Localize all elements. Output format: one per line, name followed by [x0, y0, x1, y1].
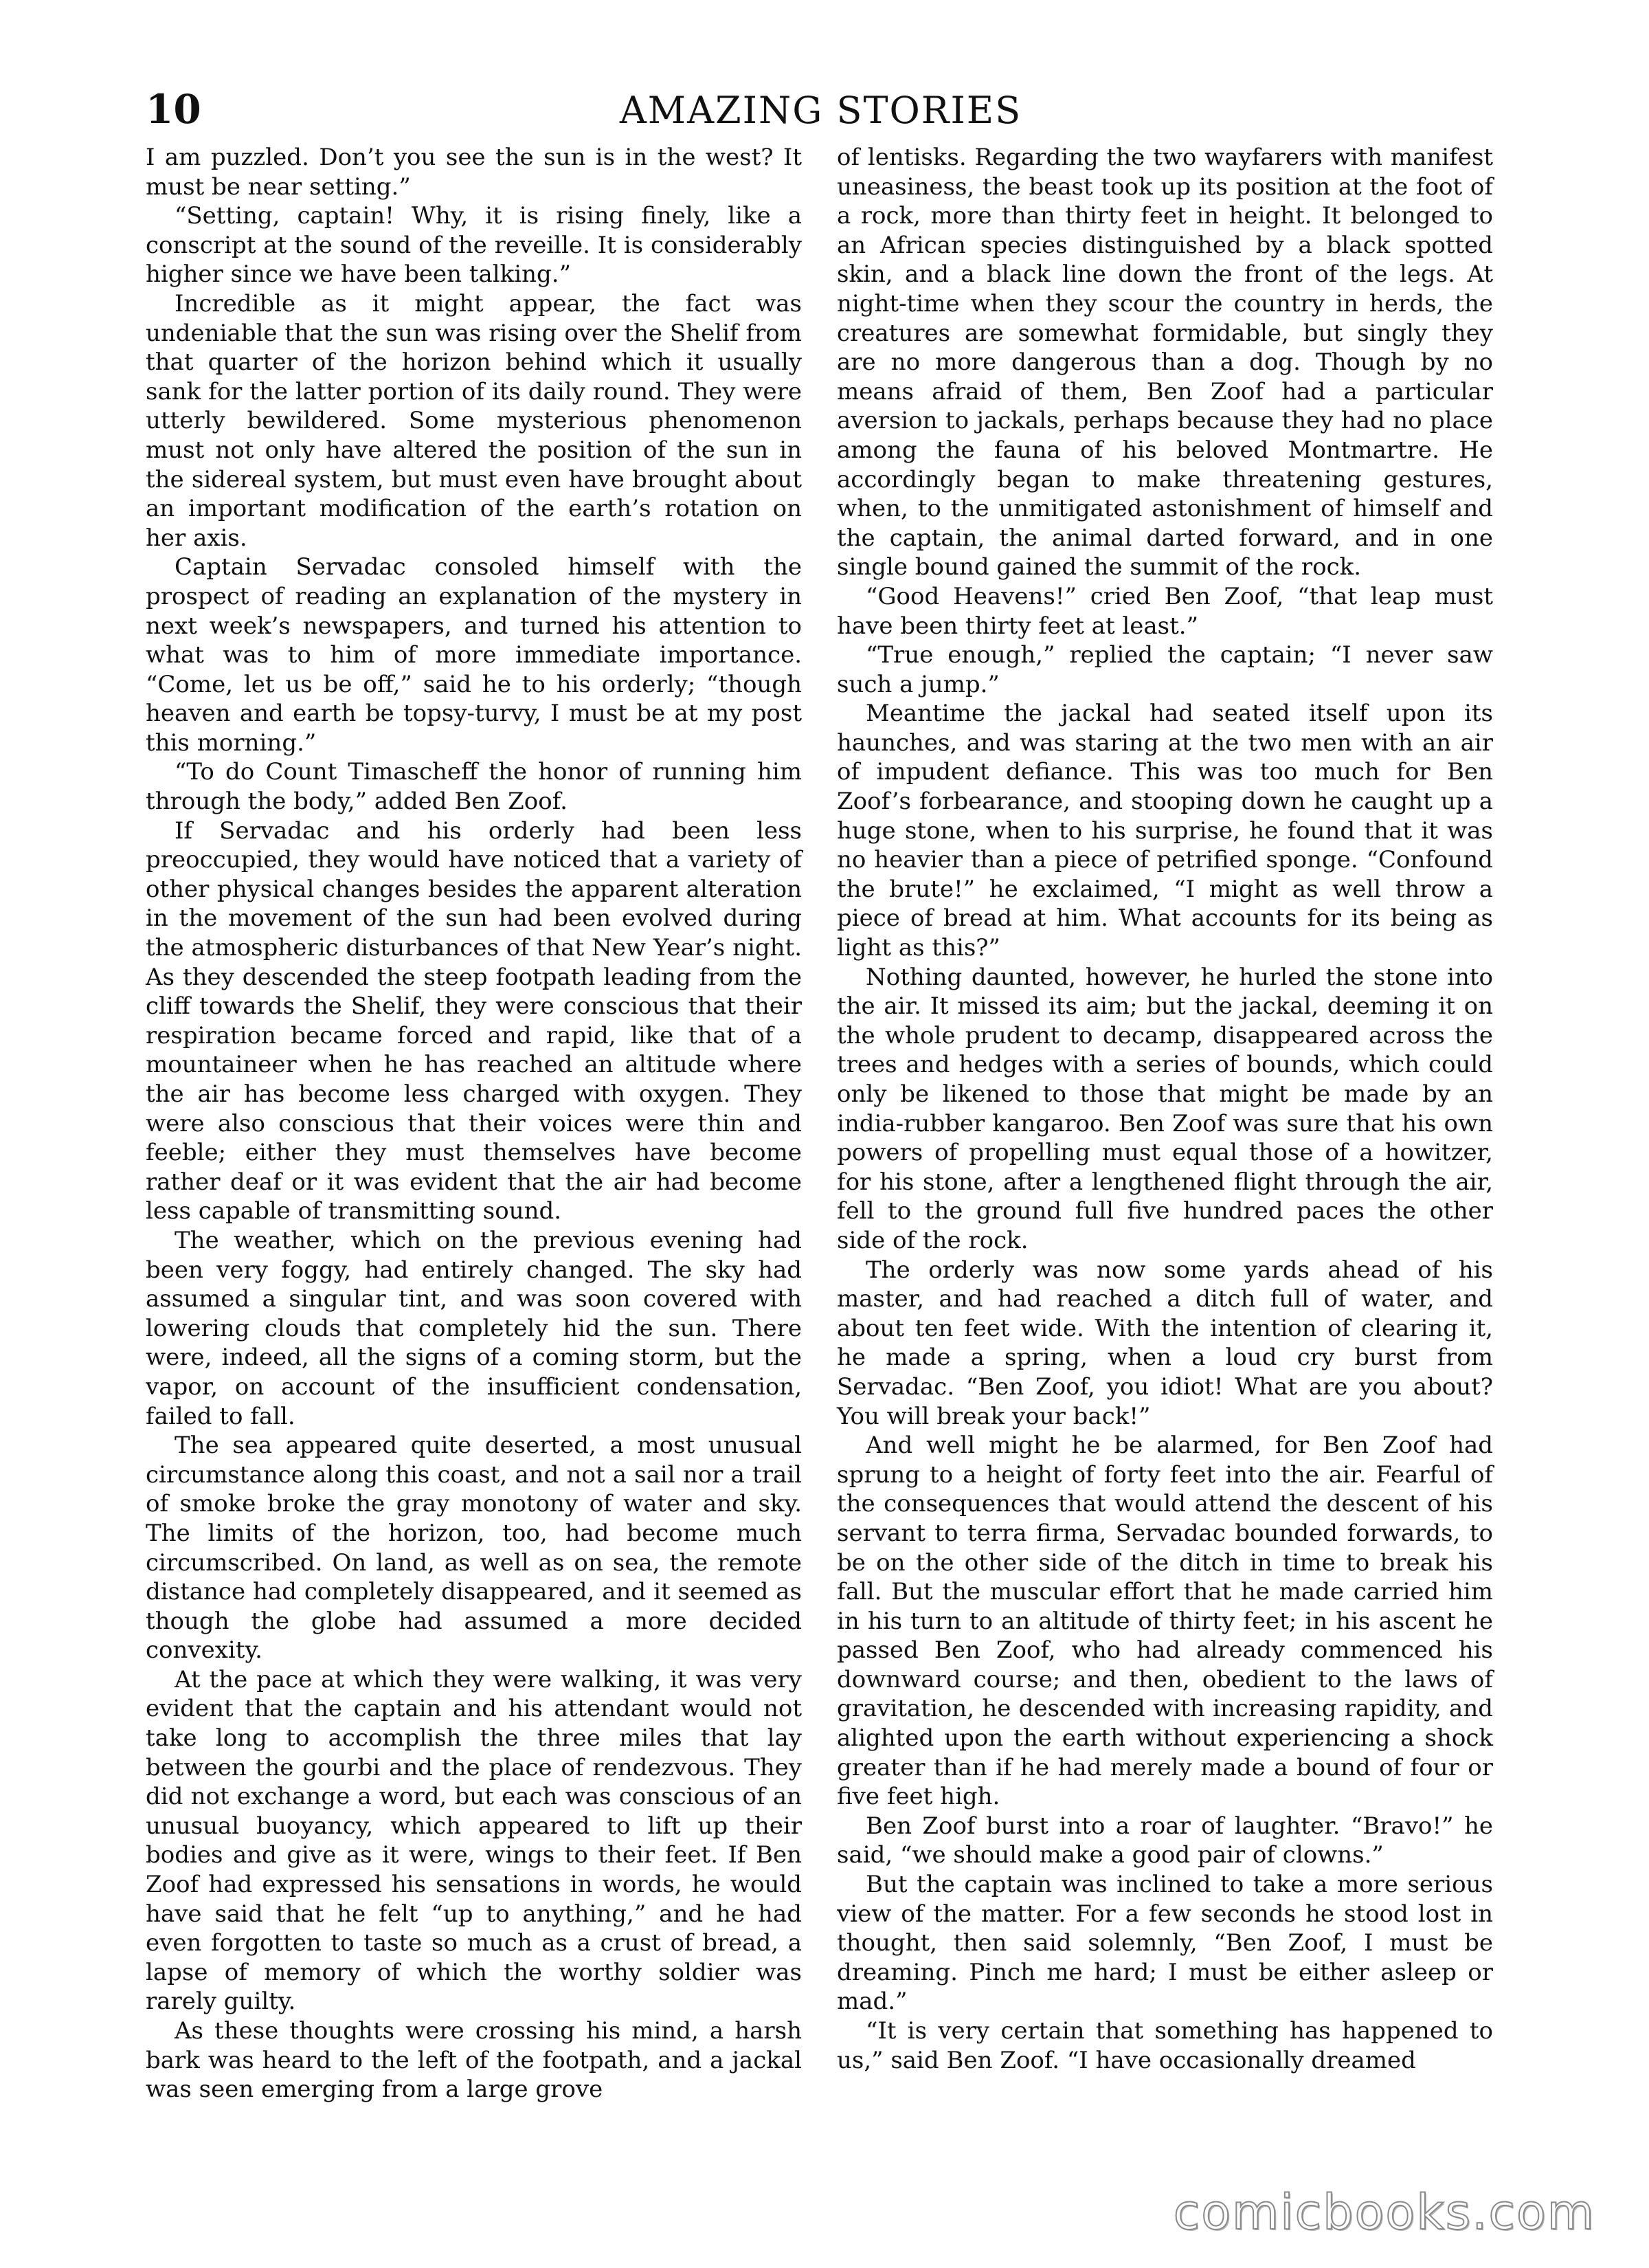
page-number: 10 [146, 86, 201, 133]
paragraph: “Setting, captain! Why, it is rising finely, like a conscript at the sound of the reveille. It is considerably higher since we have been talking.” [146, 202, 802, 289]
paragraph: As these thoughts were crossing his mind, a harsh bark was heard to the left of the footpath, and a jackal was seen emerging from a large grove [146, 2017, 802, 2104]
paragraph: “It is very certain that something has happened to us,” said Ben Zoof. “I have occasionally dreamed [837, 2017, 1493, 2074]
paragraph: Incredible as it might appear, the fact was undeniable that the sun was rising over the Shelif from that quarter of the horizon behind which it usually sank for the latter portion of its daily round. They were utterly bewildered. Some mysterious phenomenon must not only have altered the position of the sun in the sidereal system, but must even have brought about an important modification of the earth’s rotation on her axis. [146, 289, 802, 552]
paragraph: Captain Servadac consoled himself with the prospect of reading an explanation of the mystery in next week’s newspapers, and turned his attention to what was to him of more immediate importance. “Come, let us be off,” said he to his orderly; “though heaven and earth be topsy-turvy, I must be at my post this morning.” [146, 553, 802, 757]
paragraph: “True enough,” replied the captain; “I never saw such a jump.” [837, 641, 1493, 698]
paragraph: The sea appeared quite deserted, a most unusual circumstance along this coast, and not a sail nor a trail of smoke broke the gray monotony of water and sky. The limits of the horizon, too, had become much circumscribed. On land, as well as on sea, the remote distance had completely disappeared, and it seemed as though the globe had assumed a more decided convexity. [146, 1432, 802, 1665]
paragraph: The orderly was now some yards ahead of his master, and had reached a ditch full of water, and about ten feet wide. With the intention of clearing it, he made a spring, when a loud cry burst from Servadac. “Ben Zoof, you idiot! What are you about? You will break your back!” [837, 1256, 1493, 1430]
paragraph: At the pace at which they were walking, it was very evident that the captain and his attendant would not take long to accomplish the three miles that lay between the gourbi and the place of rendezvous. They did not exchange a word, but each was conscious of an unusual buoyancy, which appeared to lift up their bodies and give as it were, wings to their feet. If Ben Zoof had expressed his sensations in words, he would have said that he felt “up to anything,” and he had even forgotten to taste so much as a crust of bread, a lapse of memory of which the worthy soldier was rarely guilty. [146, 1665, 802, 2016]
site-watermark: comicbooks.com [1173, 2184, 1595, 2241]
page-header [146, 81, 1496, 143]
paragraph: “Good Heavens!” cried Ben Zoof, “that leap must have been thirty feet at least.” [837, 582, 1493, 640]
paragraph: But the captain was inclined to take a more serious view of the matter. For a few seconds he stood lost in thought, then said solemnly, “Ben Zoof, I must be dreaming. Pinch me hard; I must be either asleep or mad.” [837, 1871, 1493, 2016]
paragraph: Nothing daunted, however, he hurled the stone into the air. It missed its aim; but the jackal, deeming it on the whole prudent to decamp, disappeared across the trees and hedges with a series of bounds, which could only be likened to those that might be made by an india-rubber kangaroo. Ben Zoof was sure that his own powers of propelling must equal those of a howitzer, for his stone, after a lengthened flight through the air, fell to the ground full five hundred paces the other side of the rock. [837, 963, 1493, 1254]
paragraph: And well might he be alarmed, for Ben Zoof had sprung to a height of forty feet into the air. Fearful of the consequences that would attend the descent of his servant to terra firma, Servadac bounded forwards, to be on the other side of the ditch in time to break his fall. But the muscular effort that he made carried him in his turn to an altitude of thirty feet; in his ascent he passed Ben Zoof, who had already commenced his downward course; and then, obedient to the laws of gravitation, he descended with increasing rapidity, and alighted upon the earth without experiencing a shock greater than if he had merely made a bound of four or five feet high. [837, 1432, 1493, 1811]
paragraph: I am puzzled. Don’t you see the sun is in the west? It must be near setting.” [146, 144, 802, 201]
paragraph: of lentisks. Regarding the two wayfarers with manifest uneasiness, the beast took up its position at the foot of a rock, more than thirty feet in height. It belonged to an African species distinguished by a black spotted skin, and a black line down the front of the legs. At night-time when they scour the country in herds, the creatures are somewhat formidable, but singly they are no more dangerous than a dog. Though by no means afraid of them, Ben Zoof had a particular aversion to jackals, perhaps because they had no place among the fauna of his beloved Montmartre. He accordingly began to make threatening gestures, when, to the unmitigated astonishment of himself and the captain, the animal darted forward, and in one single bound gained the summit of the rock. [837, 144, 1493, 581]
paragraph: The weather, which on the previous evening had been very foggy, had entirely changed. The sky had assumed a singular tint, and was soon covered with lowering clouds that completely hid the sun. There were, indeed, all the signs of a coming storm, but the vapor, on account of the insufficient condensation, failed to fall. [146, 1226, 802, 1430]
right-column [837, 143, 1493, 2075]
left-column [146, 143, 802, 2104]
paragraph: Meantime the jackal had seated itself upon its haunches, and was staring at the two men with an air of impudent defiance. This was too much for Ben Zoof’s forbearance, and stooping down he caught up a huge stone, when to his surprise, he found that it was no heavier than a piece of petrified sponge. “Confound the brute!” he exclaimed, “I might as well throw a piece of bread at him. What accounts for its being as light as this?” [837, 700, 1493, 962]
paragraph: Ben Zoof burst into a roar of laughter. “Bravo!” he said, “we should make a good pair of clowns.” [837, 1812, 1493, 1869]
paragraph: “To do Count Timascheff the honor of running him through the body,” added Ben Zoof. [146, 758, 802, 816]
paragraph: If Servadac and his orderly had been less preoccupied, they would have noticed that a variety of other physical changes besides the apparent alteration in the movement of the sun had been evolved during the atmospheric disturbances of that New Year’s night. As they descended the steep footpath leading from the cliff towards the Shelif, they were conscious that their respiration became forced and rapid, like that of a mountaineer when he has reached an altitude where the air has become less charged with oxygen. They were also conscious that their voices were thin and feeble; either they must themselves have become rather deaf or it was evident that the air had become less capable of transmitting sound. [146, 816, 802, 1225]
running-title: AMAZING STORIES [619, 89, 1022, 132]
